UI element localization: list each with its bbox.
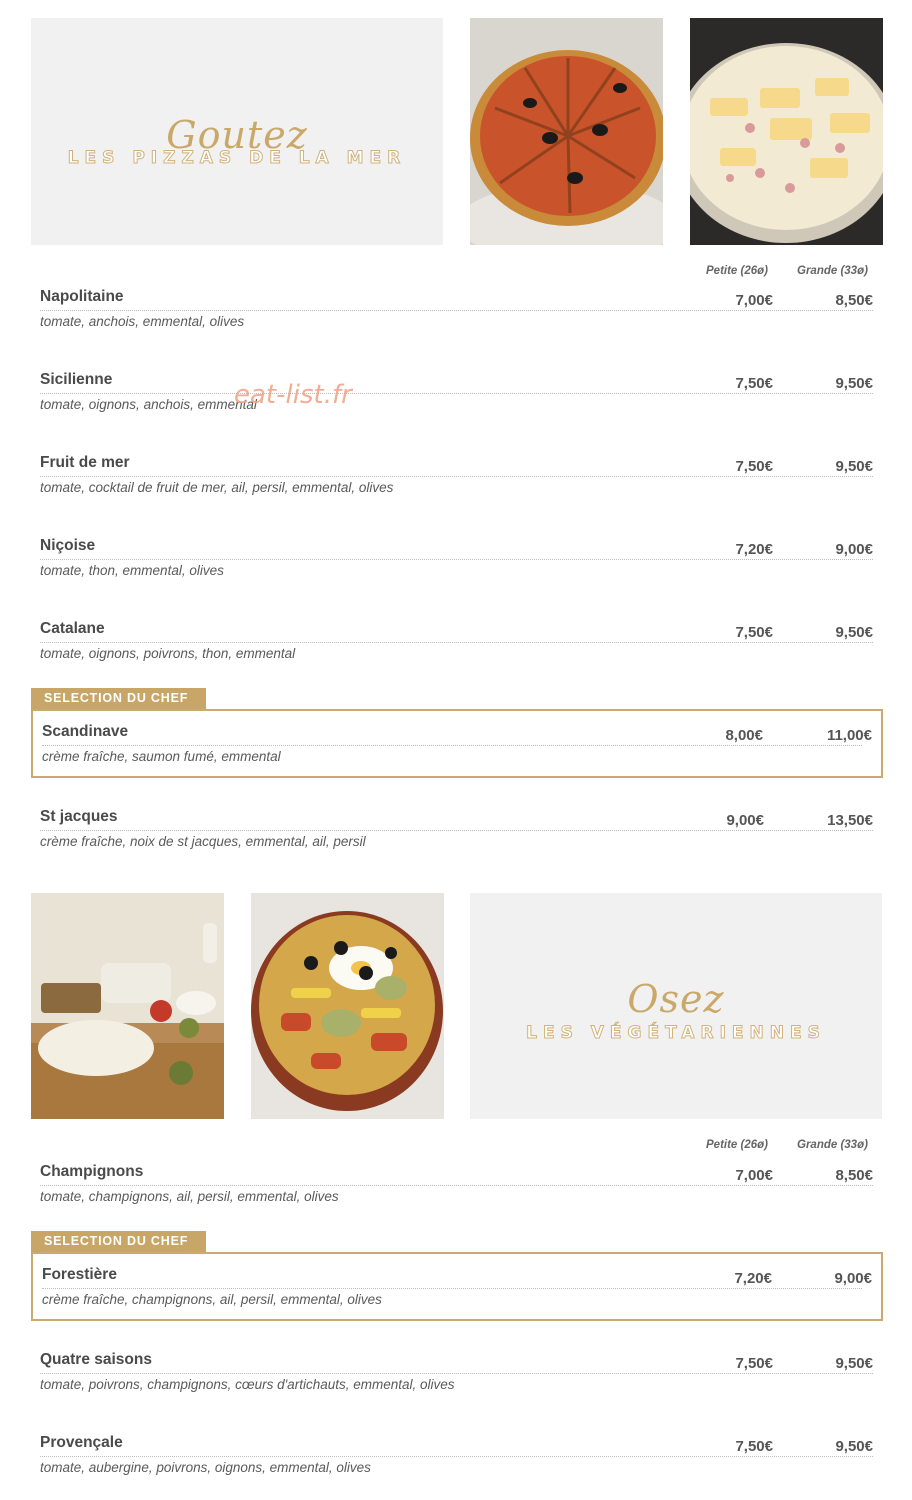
flour-ingredients-photo — [31, 893, 224, 1119]
price-small: 7,50€ — [735, 624, 773, 641]
item-description: crème fraîche, noix de st jacques, emmental, ail, persil — [40, 834, 366, 849]
chef-selection-label: SELECTION DU CHEF — [31, 688, 206, 709]
price-small: 7,50€ — [735, 458, 773, 475]
watermark: eat-list.fr — [234, 380, 352, 410]
dotted-divider — [40, 1456, 873, 1457]
item-name: St jacques — [40, 808, 118, 825]
size-header-small: Petite (26ø) — [706, 265, 768, 277]
item-description: crème fraîche, champignons, ail, persil, emmental, olives — [42, 1292, 382, 1307]
dotted-divider — [40, 476, 873, 477]
item-description: tomate, oignons, anchois, emmental — [40, 397, 257, 412]
price-large: 9,00€ — [835, 541, 873, 558]
item-name: Catalane — [40, 620, 105, 637]
dotted-divider — [42, 745, 862, 746]
price-small: 7,20€ — [735, 541, 773, 558]
seafood-banner — [31, 18, 443, 245]
banner-script-title: Osez — [627, 977, 725, 1021]
cheese-pizza-photo — [690, 18, 883, 245]
dotted-divider — [40, 310, 873, 311]
price-small: 7,50€ — [735, 1438, 773, 1455]
item-description: tomate, anchois, emmental, olives — [40, 314, 245, 329]
item-description: tomate, oignons, poivrons, thon, emmental — [40, 646, 296, 661]
vegetable-pizza-photo — [251, 893, 444, 1119]
item-description: tomate, thon, emmental, olives — [40, 563, 224, 578]
price-large: 9,50€ — [835, 624, 873, 641]
dotted-divider — [40, 830, 873, 831]
banner-caps-title: LES VÉGÉTARIENNES — [526, 1023, 826, 1043]
dotted-divider — [40, 1185, 873, 1186]
price-small: 9,00€ — [726, 812, 764, 829]
price-large: 8,50€ — [835, 1167, 873, 1184]
price-small: 7,20€ — [734, 1270, 772, 1287]
price-large: 9,50€ — [835, 375, 873, 392]
price-large: 9,50€ — [835, 1355, 873, 1372]
price-small: 7,50€ — [735, 375, 773, 392]
dotted-divider — [40, 393, 873, 394]
anchovy-pizza-photo — [470, 18, 663, 245]
price-large: 9,50€ — [835, 1438, 873, 1455]
banner-caps-title: LES PIZZAS DE LA MER — [67, 148, 407, 168]
price-small: 8,00€ — [725, 727, 763, 744]
item-description: tomate, poivrons, champignons, cœurs d'artichauts, emmental, olives — [40, 1377, 455, 1392]
price-small: 7,50€ — [735, 1355, 773, 1372]
vegetarian-banner — [470, 893, 882, 1119]
item-description: tomate, aubergine, poivrons, oignons, emmental, olives — [40, 1460, 371, 1475]
price-small: 7,00€ — [735, 1167, 773, 1184]
item-name: Niçoise — [40, 537, 96, 554]
size-header-large: Grande (33ø) — [797, 1139, 868, 1151]
item-name: Forestière — [42, 1266, 117, 1283]
item-name: Quatre saisons — [40, 1351, 152, 1368]
price-large: 13,50€ — [827, 812, 873, 829]
chef-selection-label: SELECTION DU CHEF — [31, 1231, 206, 1252]
item-description: crème fraîche, saumon fumé, emmental — [42, 749, 281, 764]
banner-script-title: Goutez — [166, 113, 308, 157]
price-large: 8,50€ — [835, 292, 873, 309]
size-header-small: Petite (26ø) — [706, 1139, 768, 1151]
price-small: 7,00€ — [735, 292, 773, 309]
dotted-divider — [40, 1373, 873, 1374]
item-name: Scandinave — [42, 723, 129, 740]
price-large: 11,00€ — [826, 727, 872, 744]
item-name: Sicilienne — [40, 371, 113, 388]
dotted-divider — [40, 559, 873, 560]
item-description: tomate, cocktail de fruit de mer, ail, persil, emmental, olives — [40, 480, 394, 495]
item-name: Napolitaine — [40, 288, 124, 305]
item-description: tomate, champignons, ail, persil, emmental, olives — [40, 1189, 339, 1204]
item-name: Champignons — [40, 1163, 144, 1180]
size-header-large: Grande (33ø) — [797, 265, 868, 277]
dotted-divider — [42, 1288, 862, 1289]
item-name: Provençale — [40, 1434, 123, 1451]
dotted-divider — [40, 642, 873, 643]
price-large: 9,00€ — [834, 1270, 872, 1287]
item-name: Fruit de mer — [40, 454, 130, 471]
price-large: 9,50€ — [835, 458, 873, 475]
